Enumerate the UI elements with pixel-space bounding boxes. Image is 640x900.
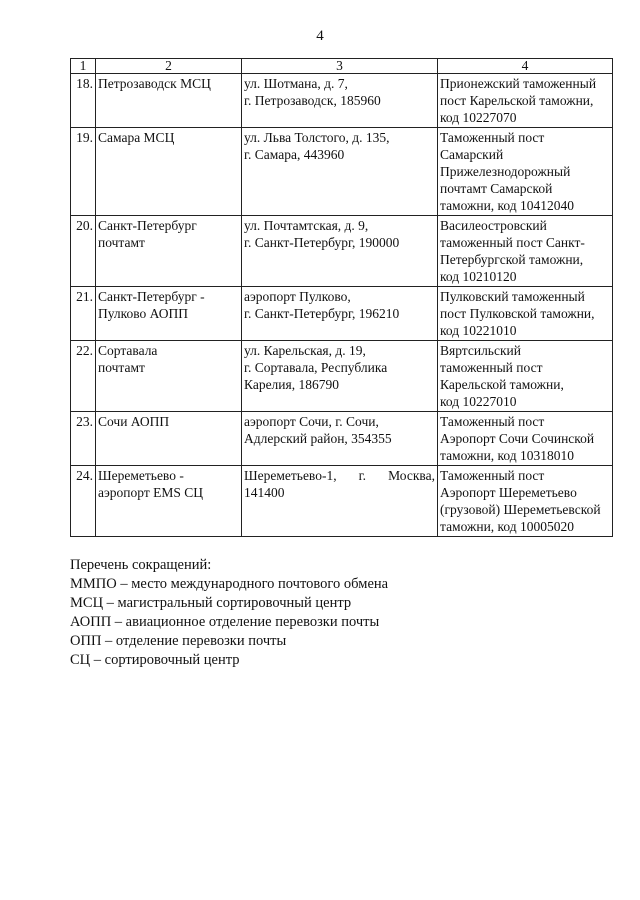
office-name-line: почтамт — [98, 360, 145, 375]
address-line: Адлерский район, 354355 — [244, 431, 392, 446]
office-name-cell — [96, 412, 242, 466]
customs-post-line: Таможенный пост — [440, 130, 545, 145]
customs-post-line: таможни, код 10005020 — [440, 519, 575, 534]
customs-table — [70, 58, 613, 537]
table-row — [71, 216, 613, 287]
office-name-line: аэропорт EMS СЦ — [98, 485, 203, 500]
row-number: 19. — [71, 128, 96, 216]
customs-post-cell — [438, 341, 613, 412]
table-row — [71, 412, 613, 466]
address-cell — [242, 466, 438, 537]
customs-post-line: Вяртсильский — [440, 343, 521, 358]
table-row — [71, 466, 613, 537]
customs-post-line: Петербургской таможни, — [440, 252, 584, 267]
address-line: ул. Шотмана, д. 7, — [244, 76, 348, 91]
row-number: 20. — [71, 216, 96, 287]
abbreviation-item: АОПП – авиационное отделение перевозки почты — [70, 614, 380, 630]
row-number: 23. — [71, 412, 96, 466]
column-header: 1 — [71, 59, 96, 74]
abbreviation-item: МСЦ – магистральный сортировочный центр — [70, 595, 352, 611]
customs-post-line: Карельской таможни, — [440, 377, 564, 392]
office-name-cell — [96, 466, 242, 537]
office-name-line: Шереметьево - — [98, 468, 184, 483]
address-cell — [242, 341, 438, 412]
customs-post-line: Таможенный пост — [440, 468, 545, 483]
abbreviation-item: СЦ – сортировочный центр — [70, 652, 240, 668]
address-line: г. Петрозаводск, 185960 — [244, 93, 381, 108]
table-header-row — [71, 59, 613, 74]
office-name-line: Петрозаводск МСЦ — [98, 76, 211, 91]
address-line: ул. Карельская, д. 19, — [244, 343, 366, 358]
address-word: г. — [358, 468, 367, 483]
customs-post-cell — [438, 216, 613, 287]
table-row — [71, 341, 613, 412]
customs-post-line: Василеостровский — [440, 218, 547, 233]
abbreviations-title: Перечень сокращений: — [70, 557, 212, 573]
abbreviation-item: ОПП – отделение перевозки почты — [70, 633, 287, 649]
address-line: ул. Льва Толстого, д. 135, — [244, 130, 390, 145]
customs-post-line: Аэропорт Шереметьево — [440, 485, 577, 500]
address-line: Карелия, 186790 — [244, 377, 339, 392]
address-line: г. Санкт-Петербург, 190000 — [244, 235, 400, 250]
address-cell — [242, 287, 438, 341]
customs-post-line: Пулковский таможенный — [440, 289, 585, 304]
customs-post-line: (грузовой) Шереметьевской — [440, 502, 601, 517]
customs-post-line: таможенный пост Санкт- — [440, 235, 585, 250]
office-name-cell — [96, 74, 242, 128]
customs-post-line: код 10221010 — [440, 323, 517, 338]
address-word: Шереметьево-1, — [244, 468, 337, 483]
row-number: 22. — [71, 341, 96, 412]
table-row — [71, 287, 613, 341]
customs-post-cell — [438, 412, 613, 466]
table-row — [71, 128, 613, 216]
column-header: 3 — [242, 59, 438, 74]
address-cell — [242, 128, 438, 216]
address-line — [244, 467, 435, 484]
customs-post-cell — [438, 74, 613, 128]
row-number: 24. — [71, 466, 96, 537]
row-number: 18. — [71, 74, 96, 128]
office-name-line: Самара МСЦ — [98, 130, 175, 145]
office-name-cell — [96, 287, 242, 341]
office-name-line: Санкт-Петербург — [98, 218, 197, 233]
office-name-line: почтамт — [98, 235, 145, 250]
customs-post-line: код 10210120 — [440, 269, 517, 284]
office-name-cell — [96, 216, 242, 287]
address-line: аэропорт Сочи, г. Сочи, — [244, 414, 379, 429]
address-cell — [242, 74, 438, 128]
customs-post-line: таможни, код 10412040 — [440, 198, 575, 213]
customs-post-line: почтамт Самарской — [440, 181, 553, 196]
address-line: г. Самара, 443960 — [244, 147, 345, 162]
customs-post-line: Самарский — [440, 147, 504, 162]
customs-post-line: Таможенный пост — [440, 414, 545, 429]
office-name-line: Санкт-Петербург - — [98, 289, 205, 304]
customs-post-line: Прижелезнодорожный — [440, 164, 571, 179]
address-line: г. Сортавала, Республика — [244, 360, 388, 375]
abbreviation-item: ММПО – место международного почтового обмена — [70, 576, 389, 592]
page-number: 4 — [316, 28, 324, 44]
office-name-line: Сочи АОПП — [98, 414, 170, 429]
customs-post-line: пост Пулковской таможни, — [440, 306, 595, 321]
customs-post-line: Прионежский таможенный — [440, 76, 597, 91]
office-name-line: Пулково АОПП — [98, 306, 188, 321]
address-cell — [242, 216, 438, 287]
office-name-cell — [96, 128, 242, 216]
customs-post-line: таможни, код 10318010 — [440, 448, 575, 463]
office-name-cell — [96, 341, 242, 412]
column-header: 2 — [96, 59, 242, 74]
address-word: Москва, — [388, 468, 435, 483]
customs-post-cell — [438, 466, 613, 537]
address-line: ул. Почтамтская, д. 9, — [244, 218, 369, 233]
row-number: 21. — [71, 287, 96, 341]
customs-post-line: пост Карельской таможни, — [440, 93, 594, 108]
customs-post-line: таможенный пост — [440, 360, 543, 375]
column-header: 4 — [438, 59, 613, 74]
address-line: г. Санкт-Петербург, 196210 — [244, 306, 400, 321]
address-cell — [242, 412, 438, 466]
customs-post-line: Аэропорт Сочи Сочинской — [440, 431, 595, 446]
customs-post-cell — [438, 128, 613, 216]
address-line: 141400 — [244, 485, 285, 500]
office-name-line: Сортавала — [98, 343, 158, 358]
customs-post-cell — [438, 287, 613, 341]
customs-post-line: код 10227070 — [440, 110, 517, 125]
customs-post-line: код 10227010 — [440, 394, 517, 409]
address-line: аэропорт Пулково, — [244, 289, 351, 304]
abbreviations-list — [70, 556, 388, 670]
table-row — [71, 74, 613, 128]
